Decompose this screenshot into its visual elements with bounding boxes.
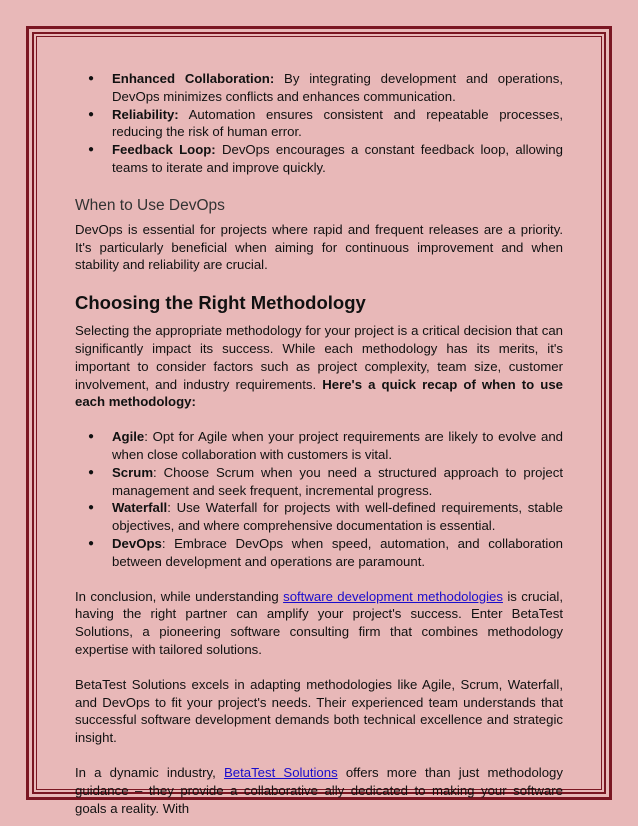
list-item: ● Agile: Opt for Agile when your project requirements are likely to evolve and when close collaboration with customers is vital. xyxy=(112,428,563,464)
methodologies-link[interactable]: software development methodologies xyxy=(283,588,503,604)
when-to-use-paragraph: DevOps is essential for projects where rapid and frequent releases are a priority. It's particularly beneficial when aiming for continuous improvement and when stability and reliability are crucial. xyxy=(75,221,563,273)
recap-list xyxy=(75,428,563,570)
list-item: ● Feedback Loop: DevOps encourages a constant feedback loop, allowing teams to iterate and improve quickly. xyxy=(112,141,563,177)
conclusion-paragraph: In conclusion, while understanding software development methodologies is crucial, having the right partner can amplify your project's success. Enter BetaTest Solutions, a pioneering software consulting firm that combines methodology expertise with tailored solutions. xyxy=(75,588,563,657)
when-to-use-heading: When to Use DevOps xyxy=(75,196,225,214)
list-item: ● Scrum: Choose Scrum when you need a structured approach to project management and seek frequent, incremental progress. xyxy=(112,464,563,500)
choosing-paragraph: Selecting the appropriate methodology for your project is a critical decision that can significantly impact its success. While each methodology has its merits, it's important to consider factors such as project complexity, team size, customer involvement, and industry requirements. Here's a quick recap of when to use each methodology: xyxy=(75,323,563,410)
devops-benefits-list xyxy=(75,70,563,177)
final-paragraph: In a dynamic industry, BetaTest Solutions offers more than just methodology guidance – they provide a collaborative ally dedicated to making your software goals a reality. With xyxy=(75,764,563,816)
document-content xyxy=(75,70,563,817)
list-item: ● Enhanced Collaboration: By integrating development and operations, DevOps minimizes conflicts and enhances communication. xyxy=(112,70,563,106)
list-item: ● Reliability: Automation ensures consistent and repeatable processes, reducing the risk of human error. xyxy=(112,106,563,142)
choosing-heading: Choosing the Right Methodology xyxy=(75,292,366,314)
list-item: ● DevOps: Embrace DevOps when speed, automation, and collaboration between development and operations are paramount. xyxy=(112,535,563,571)
betatest-paragraph: BetaTest Solutions excels in adapting methodologies like Agile, Scrum, Waterfall, and DevOps to fit your project's needs. Their experienced team understands that successful software development demands both technical excellence and strategic insight. xyxy=(75,676,563,746)
betatest-link[interactable]: BetaTest Solutions xyxy=(223,764,338,780)
list-item: ● Waterfall: Use Waterfall for projects with well-defined requirements, stable objectives, and where comprehensive documentation is essential. xyxy=(112,499,563,535)
